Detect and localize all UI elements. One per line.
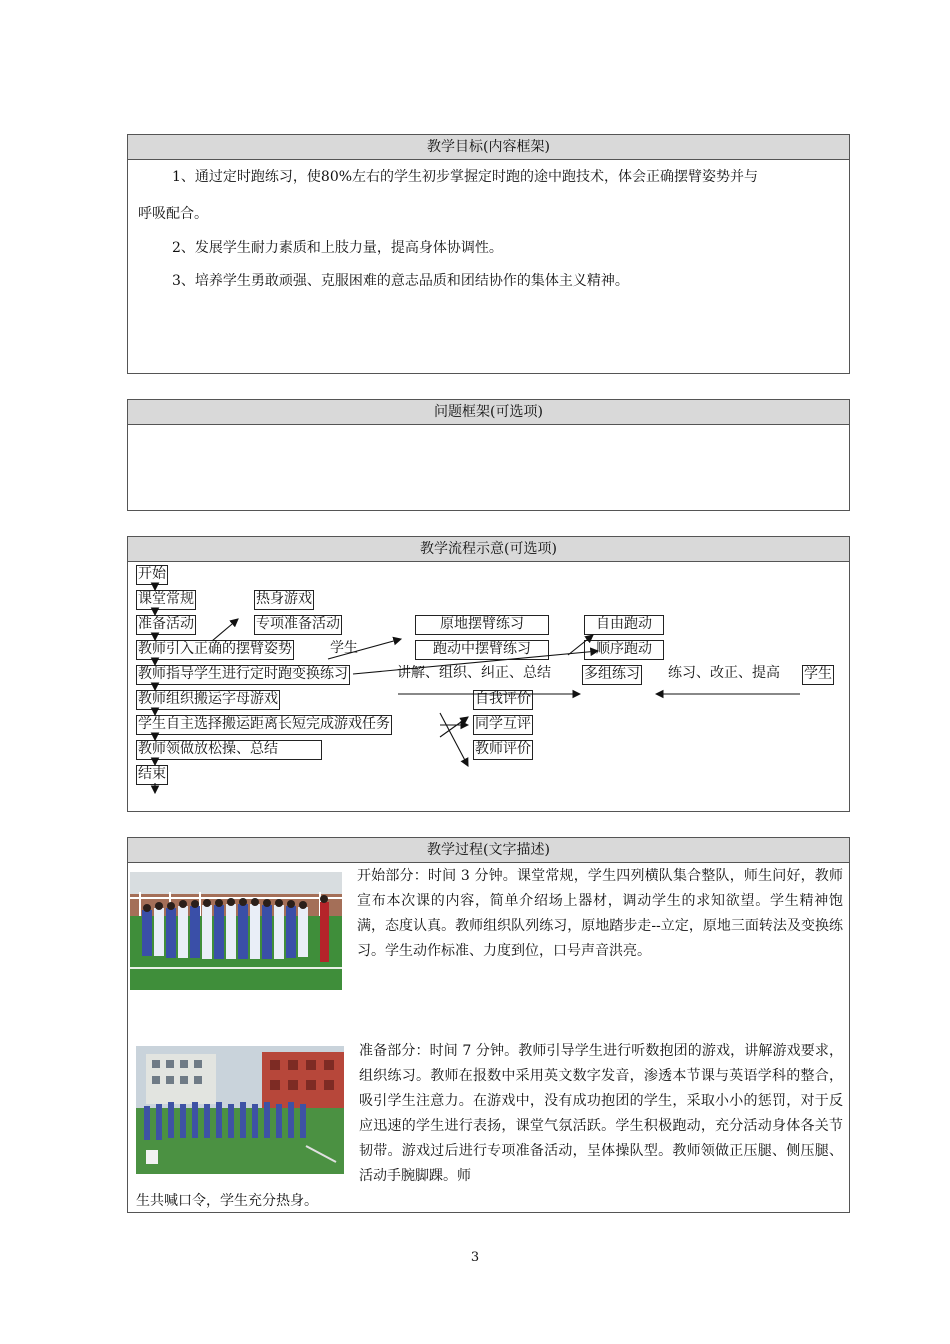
flow-box <box>127 536 850 812</box>
flow-warmup-game: 热身游戏 <box>254 590 314 610</box>
flow-arrow-guide-group <box>353 651 598 674</box>
flow-free-run: 自由跑动 <box>584 615 664 635</box>
goals-box <box>127 134 850 374</box>
flow-teacher-guide: 教师指导学生进行定时跑变换练习 <box>136 665 350 685</box>
flow-start: 开始 <box>136 565 168 585</box>
process-paragraph-2: 准备部分：时间 7 分钟。教师引导学生进行听数抱团的游戏，讲解游戏要求，组织练习。教师在报数中采用英文数字发音，渗透本节课与英语学科的整合，吸引学生注意力。在游戏中，没有成功抱团的学生，采取小小的惩罚，对于反应迅速的学生进行表扬，课堂气氛活跃。学生积极跑动，充分活动身体各关节韧带。游戏过后进行专项准备活动，呈体操队型。教师领做正压腿、侧压腿、活动手腕脚踝。师 <box>359 1043 843 1184</box>
flow-choose: 学生自主选择搬运距离长短完成游戏任务 <box>136 715 392 735</box>
flow-end: 结束 <box>136 765 168 785</box>
flow-arrow-choose-teacher <box>440 713 468 766</box>
flow-relax: 教师领做放松操、总结 <box>136 740 322 760</box>
flow-teacher-intro: 教师引入正确的摆臂姿势 <box>136 640 294 660</box>
flow-diagram <box>128 537 849 811</box>
flow-arrow-intro-special <box>212 619 238 641</box>
problems-box <box>127 399 850 511</box>
flow-practice: 练习、改正、提高 <box>668 665 780 681</box>
goal-item-1-cont: 呼吸配合。 <box>138 206 208 222</box>
problems-title: 问题框架(可选项) <box>128 400 849 425</box>
flow-arm-practice: 原地摆臂练习 <box>415 615 549 635</box>
goal-item-2: 2、发展学生耐力素质和上肢力量，提高身体协调性。 <box>172 240 503 256</box>
flow-order-run: 顺序跑动 <box>584 640 664 660</box>
flow-prep: 准备活动 <box>136 615 196 635</box>
goals-title: 教学目标(内容框架) <box>128 135 849 160</box>
flow-explain: 讲解、组织、纠正、总结 <box>397 665 551 681</box>
class-lineup-photo <box>130 872 342 990</box>
process-title: 教学过程(文字描述) <box>128 838 849 863</box>
flow-run-arm: 跑动中摆臂练习 <box>415 640 549 660</box>
flow-arrows <box>128 537 851 813</box>
flow-title: 教学流程示意(可选项) <box>128 537 849 562</box>
flow-letters-game: 教师组织搬运字母游戏 <box>136 690 280 710</box>
flow-self-eval: 自我评价 <box>473 690 533 710</box>
warmup-game-photo <box>136 1046 344 1174</box>
process-paragraph-1: 开始部分：时间 3 分钟。课堂常规，学生四列横队集合整队，师生问好，教师宣布本次课的内容，简单介绍场上器材，调动学生的求知欲望。学生精神饱满，态度认真。教师组织队列练习，原地踏步走--立定，原地三面转法及变换练习。学生动作标准、力度到位，口号声音洪亮。 <box>357 868 843 959</box>
flow-arrow-student-arm <box>328 639 401 659</box>
process-box <box>127 837 850 1213</box>
flow-teacher-eval: 教师评价 <box>473 740 533 760</box>
flow-group: 多组练习 <box>582 665 642 685</box>
goal-item-1: 1、通过定时跑练习，使80%左右的学生初步掌握定时跑的途中跑技术，体会正确摆臂姿势并与 <box>172 169 759 185</box>
page-number: 3 <box>470 1250 480 1265</box>
flow-peer-eval: 同学互评 <box>473 715 533 735</box>
flow-student-2: 学生 <box>802 665 834 685</box>
process-paragraph-2-cont: 生共喊口令，学生充分热身。 <box>136 1193 318 1209</box>
flow-student-1: 学生 <box>330 640 358 656</box>
flow-special-prep: 专项准备活动 <box>254 615 342 635</box>
flow-routine: 课堂常规 <box>136 590 196 610</box>
goal-item-3: 3、培养学生勇敢顽强、克服困难的意志品质和团结协作的集体主义精神。 <box>172 273 629 289</box>
